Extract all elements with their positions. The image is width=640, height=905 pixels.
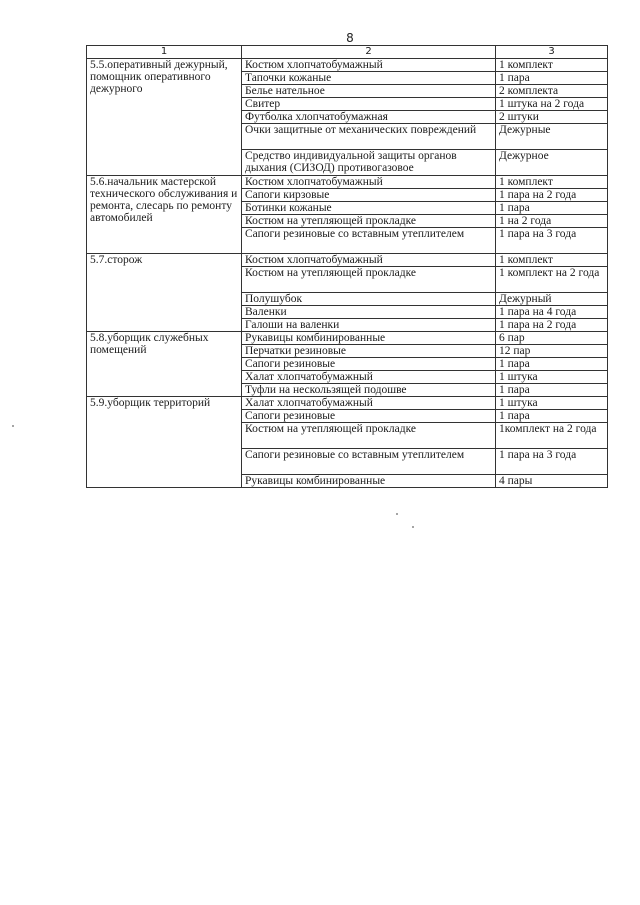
quantity-cell: 1 комплект [496, 176, 608, 189]
item-cell: Средство индивидуальной защиты органов дыхания (СИЗОД) противогазовое [242, 150, 496, 176]
quantity-cell: 1 пара на 3 года [496, 449, 608, 475]
quantity-cell: 1 штука [496, 371, 608, 384]
table-row [87, 176, 608, 189]
column-header-3: 3 [496, 46, 608, 59]
ppe-issuance-table [86, 45, 608, 488]
quantity-cell: 1 штука [496, 397, 608, 410]
quantity-cell: 1 комплект [496, 59, 608, 72]
quantity-cell: Дежурный [496, 293, 608, 306]
quantity-cell: Дежурные [496, 124, 608, 150]
quantity-cell: 1 комплект [496, 254, 608, 267]
scan-speck [412, 526, 414, 528]
quantity-cell: 1 пара [496, 410, 608, 423]
page-number: 8 [346, 31, 354, 45]
quantity-cell: 1 пара на 2 года [496, 319, 608, 332]
quantity-cell: 1 пара [496, 384, 608, 397]
role-cell: 5.5.оперативный дежурный, помощник оперативного дежурного [87, 59, 242, 176]
item-cell: Рукавицы комбинированные [242, 332, 496, 345]
item-cell: Очки защитные от механических повреждений [242, 124, 496, 150]
item-cell: Сапоги резиновые [242, 358, 496, 371]
quantity-cell: 1 на 2 года [496, 215, 608, 228]
item-cell: Перчатки резиновые [242, 345, 496, 358]
item-cell: Рукавицы комбинированные [242, 475, 496, 488]
item-cell: Костюм хлопчатобумажный [242, 176, 496, 189]
quantity-cell: Дежурное [496, 150, 608, 176]
quantity-cell: 1 пара на 3 года [496, 228, 608, 254]
item-cell: Костюм на утепляющей прокладке [242, 215, 496, 228]
quantity-cell: 12 пар [496, 345, 608, 358]
quantity-cell: 1 пара [496, 72, 608, 85]
quantity-cell: 1 пара [496, 202, 608, 215]
quantity-cell: 4 пары [496, 475, 608, 488]
table-row [87, 59, 608, 72]
quantity-cell: 1комплект на 2 года [496, 423, 608, 449]
scan-speck [12, 425, 14, 427]
table-row [87, 332, 608, 345]
quantity-cell: 1 комплект на 2 года [496, 267, 608, 293]
role-cell: 5.8.уборщик служебных помещений [87, 332, 242, 397]
quantity-cell: 1 пара [496, 358, 608, 371]
item-cell: Халат хлопчатобумажный [242, 371, 496, 384]
role-cell: 5.7.сторож [87, 254, 242, 332]
item-cell: Ботинки кожаные [242, 202, 496, 215]
item-cell: Футболка хлопчатобумажная [242, 111, 496, 124]
item-cell: Сапоги резиновые со вставным утеплителем [242, 228, 496, 254]
item-cell: Сапоги кирзовые [242, 189, 496, 202]
quantity-cell: 2 комплекта [496, 85, 608, 98]
table-body [87, 59, 608, 488]
quantity-cell: 6 пар [496, 332, 608, 345]
item-cell: Костюм хлопчатобумажный [242, 59, 496, 72]
item-cell: Валенки [242, 306, 496, 319]
item-cell: Костюм на утепляющей прокладке [242, 267, 496, 293]
item-cell: Костюм хлопчатобумажный [242, 254, 496, 267]
column-header-1: 1 [87, 46, 242, 59]
role-cell: 5.6.начальник мастерской технического обслуживания и ремонта, слесарь по ремонту автомобилей [87, 176, 242, 254]
role-cell: 5.9.уборщик территорий [87, 397, 242, 488]
table-row [87, 397, 608, 410]
header-row [87, 46, 608, 59]
item-cell: Сапоги резиновые со вставным утеплителем [242, 449, 496, 475]
item-cell: Белье нательное [242, 85, 496, 98]
item-cell: Сапоги резиновые [242, 410, 496, 423]
column-header-2: 2 [242, 46, 496, 59]
item-cell: Костюм на утепляющей прокладке [242, 423, 496, 449]
item-cell: Халат хлопчатобумажный [242, 397, 496, 410]
quantity-cell: 1 пара на 4 года [496, 306, 608, 319]
table-row [87, 254, 608, 267]
item-cell: Тапочки кожаные [242, 72, 496, 85]
scan-speck [396, 513, 398, 515]
item-cell: Свитер [242, 98, 496, 111]
item-cell: Галоши на валенки [242, 319, 496, 332]
quantity-cell: 1 штука на 2 года [496, 98, 608, 111]
item-cell: Туфли на нескользящей подошве [242, 384, 496, 397]
item-cell: Полушубок [242, 293, 496, 306]
quantity-cell: 2 штуки [496, 111, 608, 124]
quantity-cell: 1 пара на 2 года [496, 189, 608, 202]
